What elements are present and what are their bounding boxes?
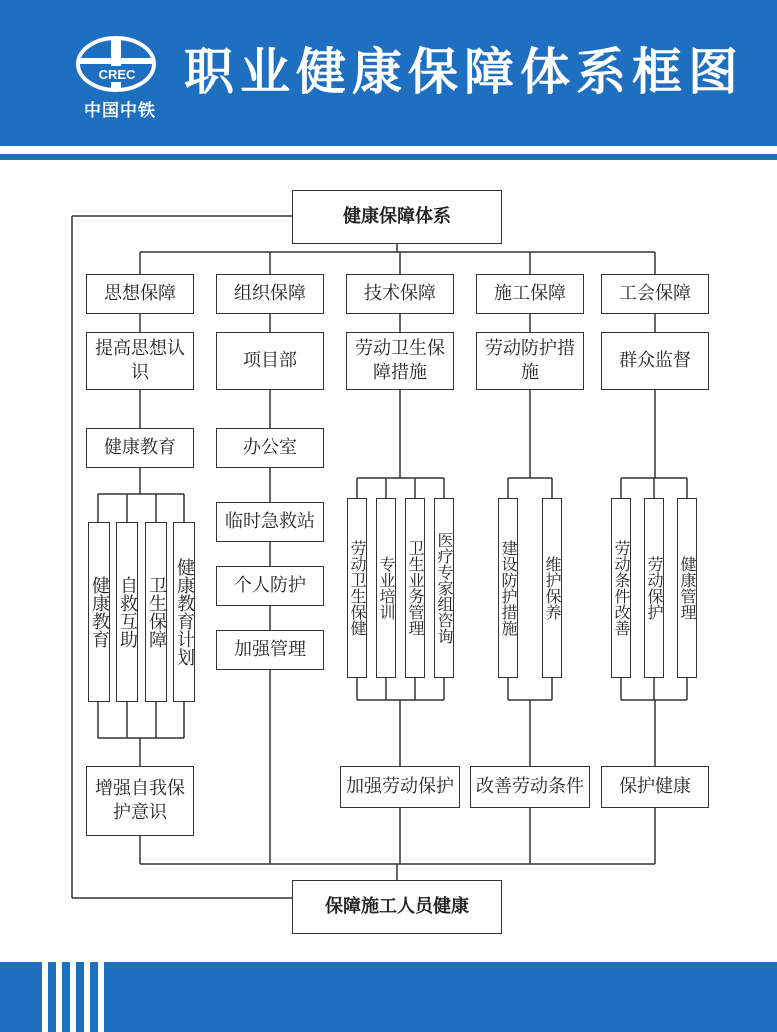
crec-logo-icon: [76, 36, 156, 92]
node-col4-sub-2: 维护保养: [542, 498, 562, 678]
node-col1-sub-3: 卫生保障: [145, 522, 167, 702]
node-col1-sub-4: 健康教育计划: [173, 522, 195, 702]
sink-node: 保障施工人员健康: [292, 880, 502, 934]
node-col1-sub-1: 健康教育: [88, 522, 110, 702]
node-office: 办公室: [216, 428, 324, 468]
footer-stripe: [56, 962, 62, 1032]
footer-stripe: [84, 962, 90, 1032]
node-col5-sub-2: 劳动保护: [644, 498, 664, 678]
node-raise-awareness: 提高思想认识: [86, 332, 194, 390]
root-node: 健康保障体系: [292, 190, 502, 244]
node-col5-result: 保护健康: [601, 766, 709, 808]
node-col3-sub-2: 专业培训: [376, 498, 396, 678]
company-name: 中国中铁: [84, 101, 156, 121]
node-col4-result: 改善劳动条件: [470, 766, 590, 808]
node-col4-header: 施工保障: [476, 274, 584, 314]
node-col1-header: 思想保障: [86, 274, 194, 314]
node-col5-sub-3: 健康管理: [677, 498, 697, 678]
node-col5-sub-1: 劳动条件改善: [611, 498, 631, 678]
page-title: 职业健康保障体系框图: [184, 43, 744, 101]
node-col1-sub-2: 自救互助: [116, 522, 138, 702]
node-col3-sub-3: 卫生业务管理: [405, 498, 425, 678]
node-col3-result: 加强劳动保护: [340, 766, 460, 808]
node-labor-protection-measures: 劳动防护措施: [476, 332, 584, 390]
node-first-aid-station: 临时急救站: [216, 502, 324, 542]
node-strengthen-management: 加强管理: [216, 630, 324, 670]
node-col3-sub-4: 医疗专家组咨询: [434, 498, 454, 678]
node-project-dept: 项目部: [216, 332, 324, 390]
node-health-education: 健康教育: [86, 428, 194, 468]
footer-stripe: [70, 962, 76, 1032]
header-banner: [0, 0, 777, 146]
footer-stripe: [42, 962, 48, 1032]
flow-diagram: [0, 160, 777, 960]
node-col4-sub-1: 建设防护措施: [498, 498, 518, 678]
node-personal-protection: 个人防护: [216, 566, 324, 606]
node-col3-header: 技术保障: [346, 274, 454, 314]
node-col2-header: 组织保障: [216, 274, 324, 314]
node-col5-header: 工会保障: [601, 274, 709, 314]
svg-text:CREC: CREC: [98, 67, 136, 82]
node-labor-hygiene-measures: 劳动卫生保障措施: [346, 332, 454, 390]
node-mass-supervision: 群众监督: [601, 332, 709, 390]
footer-stripe: [98, 962, 104, 1032]
node-col3-sub-1: 劳动卫生保健: [347, 498, 367, 678]
node-col1-result: 增强自我保护意识: [86, 766, 194, 836]
footer-banner: [0, 962, 777, 1032]
